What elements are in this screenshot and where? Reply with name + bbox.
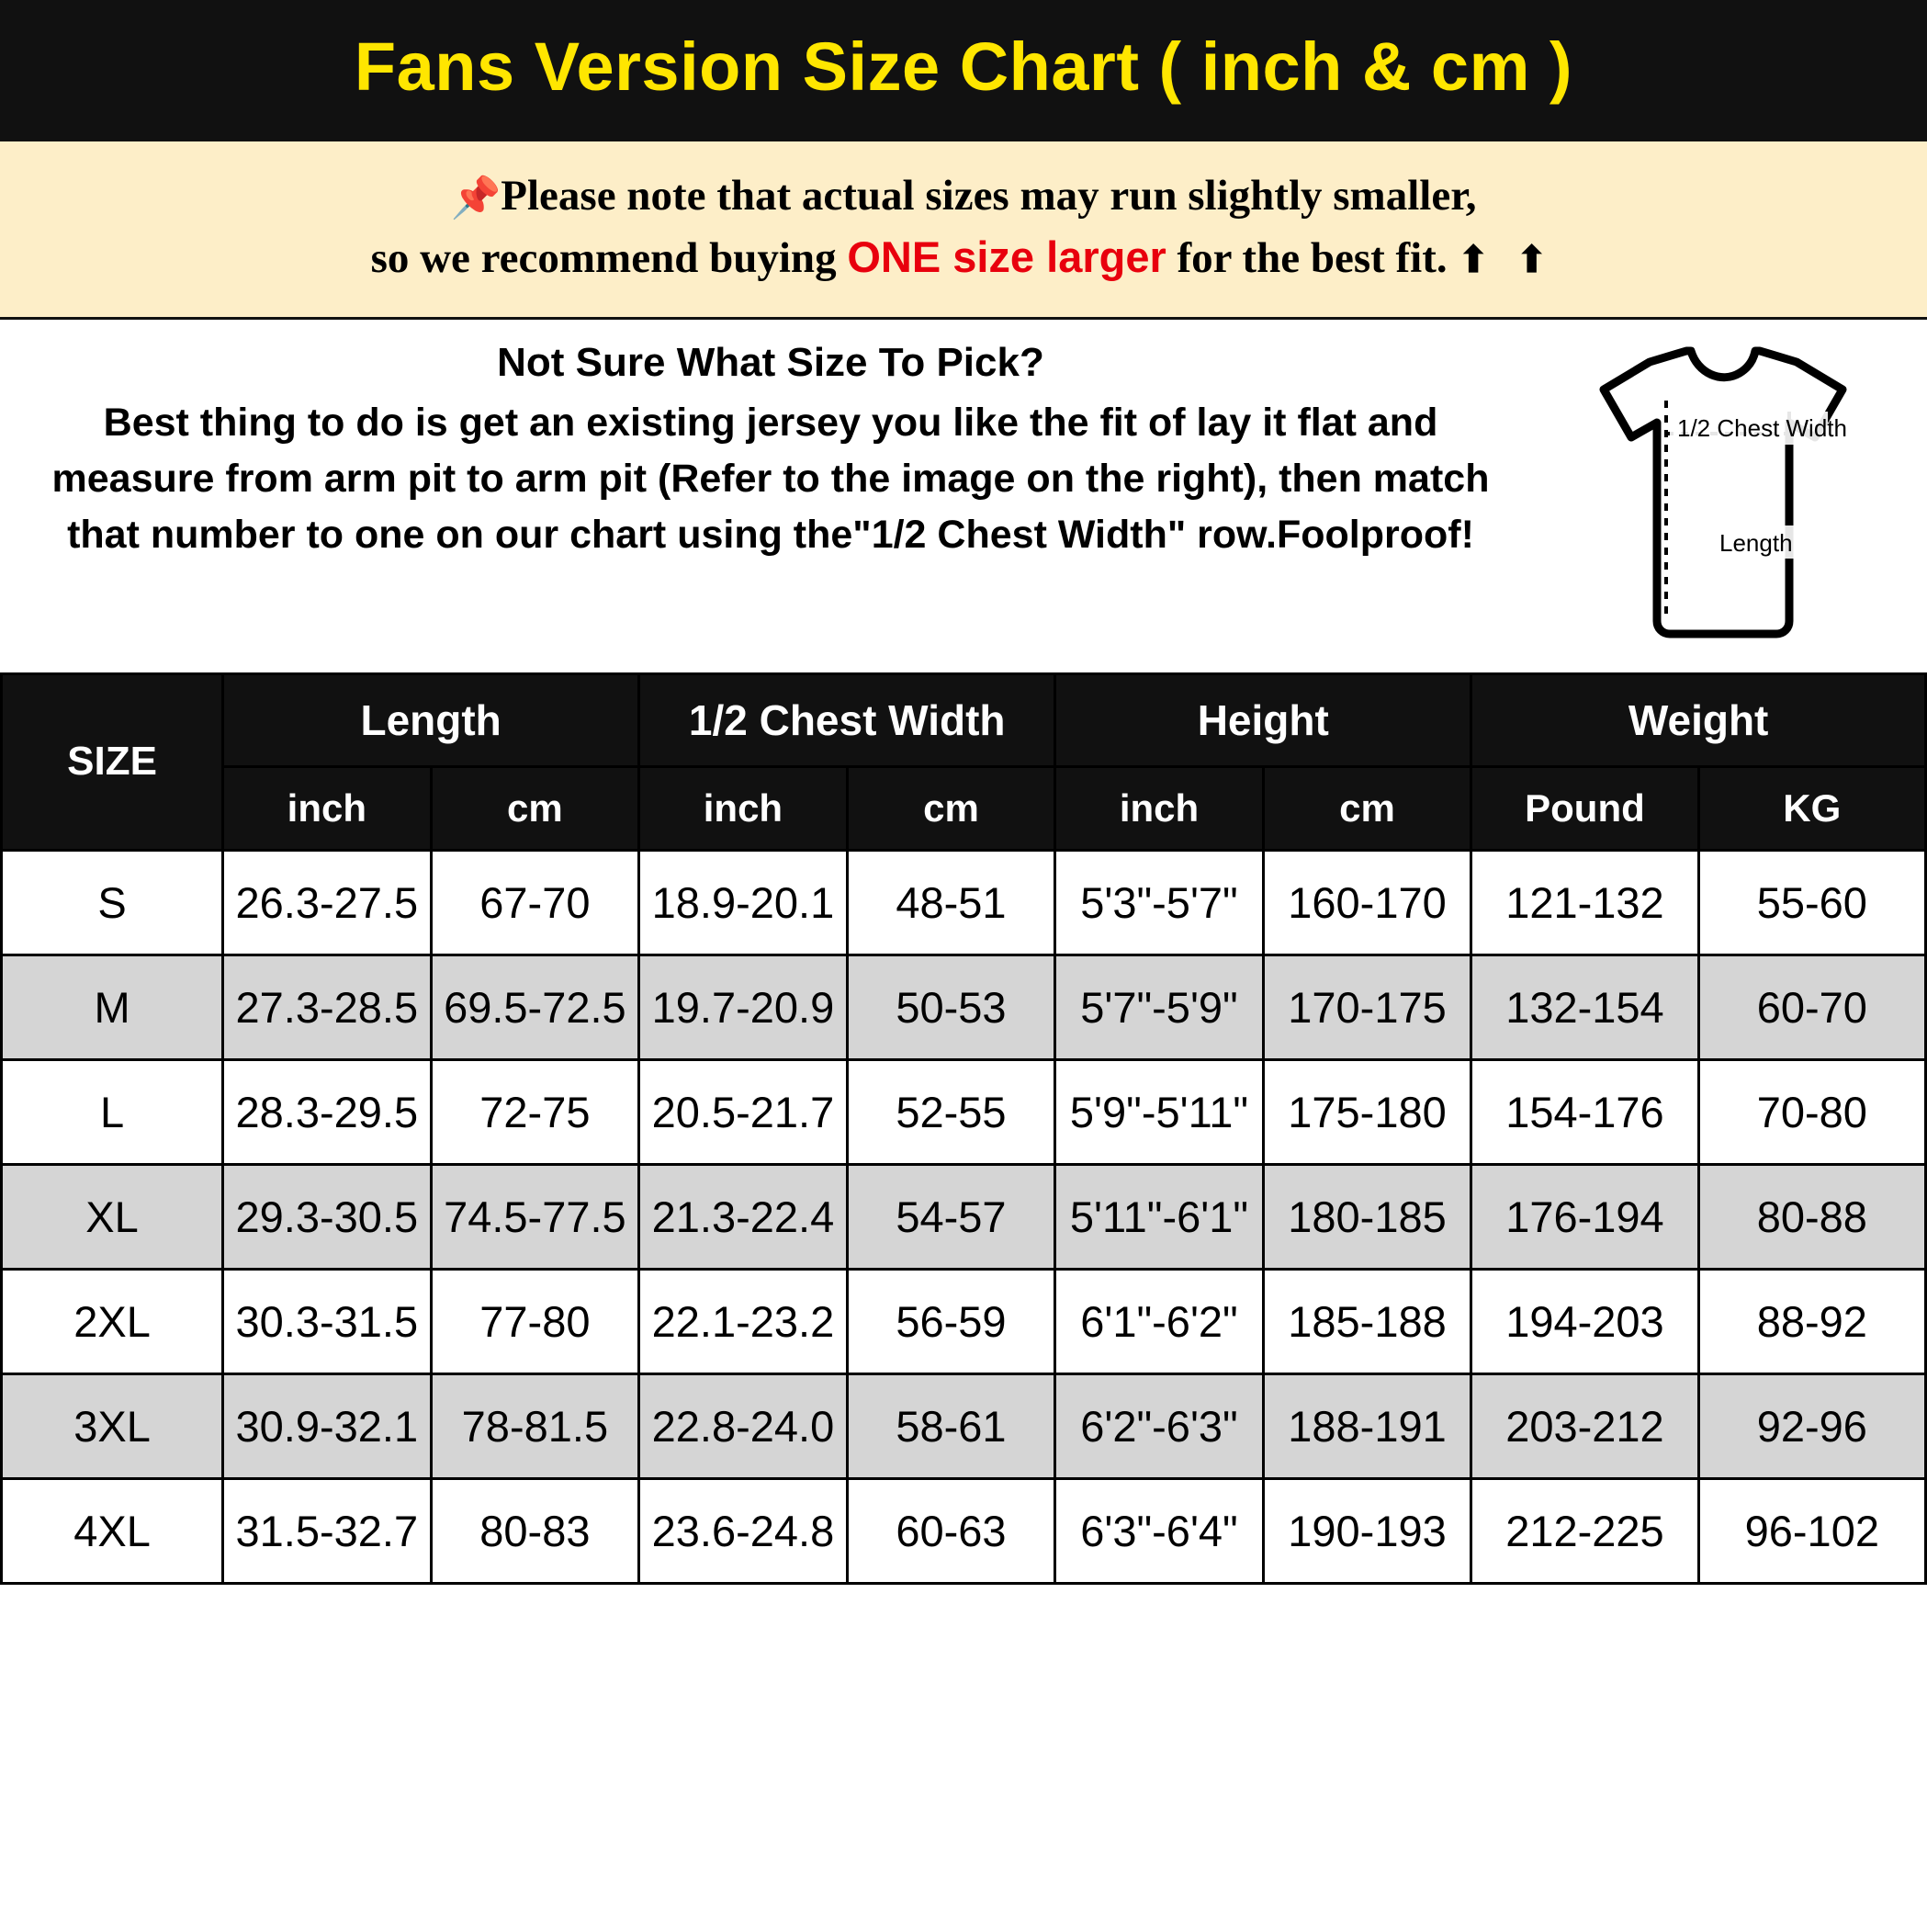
- cell-value: 77-80: [431, 1269, 639, 1373]
- cell-value: 72-75: [431, 1059, 639, 1164]
- cell-value: 170-175: [1263, 955, 1471, 1059]
- cell-value: 29.3-30.5: [223, 1164, 432, 1269]
- cell-value: 132-154: [1471, 955, 1698, 1059]
- cell-value: 74.5-77.5: [431, 1164, 639, 1269]
- chest-width-label: 1/2 Chest Width: [1677, 413, 1847, 442]
- cell-size: 4XL: [2, 1478, 223, 1583]
- col-header-length-cm: cm: [431, 766, 639, 850]
- col-header-weight-kg: KG: [1698, 766, 1925, 850]
- table-row: [2, 1478, 1926, 1583]
- cell-value: 18.9-20.1: [639, 850, 848, 955]
- cell-value: 185-188: [1263, 1269, 1471, 1373]
- cell-value: 5'9"-5'11": [1055, 1059, 1264, 1164]
- cell-size: 2XL: [2, 1269, 223, 1373]
- title-bar: [0, 0, 1927, 141]
- note-line-2: [18, 227, 1909, 289]
- table-row: [2, 955, 1926, 1059]
- col-header-length-inch: inch: [223, 766, 432, 850]
- table-row: [2, 1373, 1926, 1478]
- cell-value: 5'3"-5'7": [1055, 850, 1264, 955]
- col-header-size: SIZE: [2, 673, 223, 850]
- cell-value: 54-57: [847, 1164, 1055, 1269]
- table-row: [2, 1164, 1926, 1269]
- cell-value: 96-102: [1698, 1478, 1925, 1583]
- cell-value: 20.5-21.7: [639, 1059, 848, 1164]
- cell-value: 5'7"-5'9": [1055, 955, 1264, 1059]
- table-group-header-row: [2, 673, 1926, 766]
- cell-value: 50-53: [847, 955, 1055, 1059]
- cell-value: 19.7-20.9: [639, 955, 848, 1059]
- help-body: Best thing to do is get an existing jersey you like the fit of lay it flat and measure from arm pit to arm pit (Refer to the image on the right), then match that number to one on our chart using the"1/2 Chest Width" row.Foolproof!: [51, 400, 1490, 557]
- table-unit-header-row: [2, 766, 1926, 850]
- col-group-chest-width: 1/2 Chest Width: [639, 673, 1055, 766]
- tshirt-diagram: [1530, 340, 1916, 649]
- cell-value: 58-61: [847, 1373, 1055, 1478]
- note-text-2b: for the best fit.: [1166, 234, 1448, 283]
- cell-value: 188-191: [1263, 1373, 1471, 1478]
- help-text-block: [11, 340, 1530, 563]
- cell-size: M: [2, 955, 223, 1059]
- cell-value: 22.8-24.0: [639, 1373, 848, 1478]
- cell-value: 21.3-22.4: [639, 1164, 848, 1269]
- col-header-height-cm: cm: [1263, 766, 1471, 850]
- table-body: [2, 850, 1926, 1583]
- help-heading: Not Sure What Size To Pick?: [497, 339, 1044, 385]
- cell-size: S: [2, 850, 223, 955]
- cell-value: 60-63: [847, 1478, 1055, 1583]
- cell-value: 5'11"-6'1": [1055, 1164, 1264, 1269]
- cell-value: 194-203: [1471, 1269, 1698, 1373]
- cell-value: 55-60: [1698, 850, 1925, 955]
- cell-value: 78-81.5: [431, 1373, 639, 1478]
- cell-value: 27.3-28.5: [223, 955, 432, 1059]
- size-table: [0, 672, 1927, 1585]
- cell-value: 52-55: [847, 1059, 1055, 1164]
- tshirt-icon: [1539, 345, 1907, 649]
- cell-value: 56-59: [847, 1269, 1055, 1373]
- note-text-2a: so we recommend buying: [370, 234, 848, 283]
- cell-value: 26.3-27.5: [223, 850, 432, 955]
- table-row: [2, 1269, 1926, 1373]
- cell-value: 23.6-24.8: [639, 1478, 848, 1583]
- cell-value: 31.5-32.7: [223, 1478, 432, 1583]
- cell-value: 92-96: [1698, 1373, 1925, 1478]
- cell-size: XL: [2, 1164, 223, 1269]
- cell-value: 60-70: [1698, 955, 1925, 1059]
- cell-value: 176-194: [1471, 1164, 1698, 1269]
- cell-value: 154-176: [1471, 1059, 1698, 1164]
- cell-value: 212-225: [1471, 1478, 1698, 1583]
- cell-value: 70-80: [1698, 1059, 1925, 1164]
- cell-value: 190-193: [1263, 1478, 1471, 1583]
- table-row: [2, 850, 1926, 955]
- cell-value: 180-185: [1263, 1164, 1471, 1269]
- cell-value: 88-92: [1698, 1269, 1925, 1373]
- col-group-height: Height: [1055, 673, 1471, 766]
- cell-value: 80-88: [1698, 1164, 1925, 1269]
- note-text-1: Please note that actual sizes may run slightly smaller,: [501, 171, 1477, 220]
- note-highlight: ONE size larger: [847, 232, 1166, 282]
- col-header-chest-cm: cm: [847, 766, 1055, 850]
- col-group-weight: Weight: [1471, 673, 1926, 766]
- help-section: [0, 320, 1927, 672]
- pushpin-icon: 📌: [450, 175, 501, 220]
- col-header-chest-inch: inch: [639, 766, 848, 850]
- cell-value: 22.1-23.2: [639, 1269, 848, 1373]
- cell-value: 80-83: [431, 1478, 639, 1583]
- cell-value: 160-170: [1263, 850, 1471, 955]
- length-label: Length: [1719, 528, 1793, 557]
- note-line-1: [18, 165, 1909, 227]
- cell-value: 30.9-32.1: [223, 1373, 432, 1478]
- cell-value: 6'1"-6'2": [1055, 1269, 1264, 1373]
- note-banner: [0, 141, 1927, 320]
- cell-value: 28.3-29.5: [223, 1059, 432, 1164]
- cell-value: 6'3"-6'4": [1055, 1478, 1264, 1583]
- col-header-weight-pound: Pound: [1471, 766, 1698, 850]
- cell-value: 203-212: [1471, 1373, 1698, 1478]
- cell-value: 30.3-31.5: [223, 1269, 432, 1373]
- cell-value: 6'2"-6'3": [1055, 1373, 1264, 1478]
- table-row: [2, 1059, 1926, 1164]
- cell-value: 69.5-72.5: [431, 955, 639, 1059]
- cell-value: 48-51: [847, 850, 1055, 955]
- table-head: [2, 673, 1926, 850]
- cell-value: 67-70: [431, 850, 639, 955]
- page-title: Fans Version Size Chart ( inch & cm ): [354, 28, 1573, 105]
- cell-size: L: [2, 1059, 223, 1164]
- col-header-height-inch: inch: [1055, 766, 1264, 850]
- cell-value: 121-132: [1471, 850, 1698, 955]
- cell-value: 175-180: [1263, 1059, 1471, 1164]
- col-group-length: Length: [223, 673, 639, 766]
- cell-size: 3XL: [2, 1373, 223, 1478]
- up-arrows-icon: ⬆ ⬆: [1458, 239, 1557, 281]
